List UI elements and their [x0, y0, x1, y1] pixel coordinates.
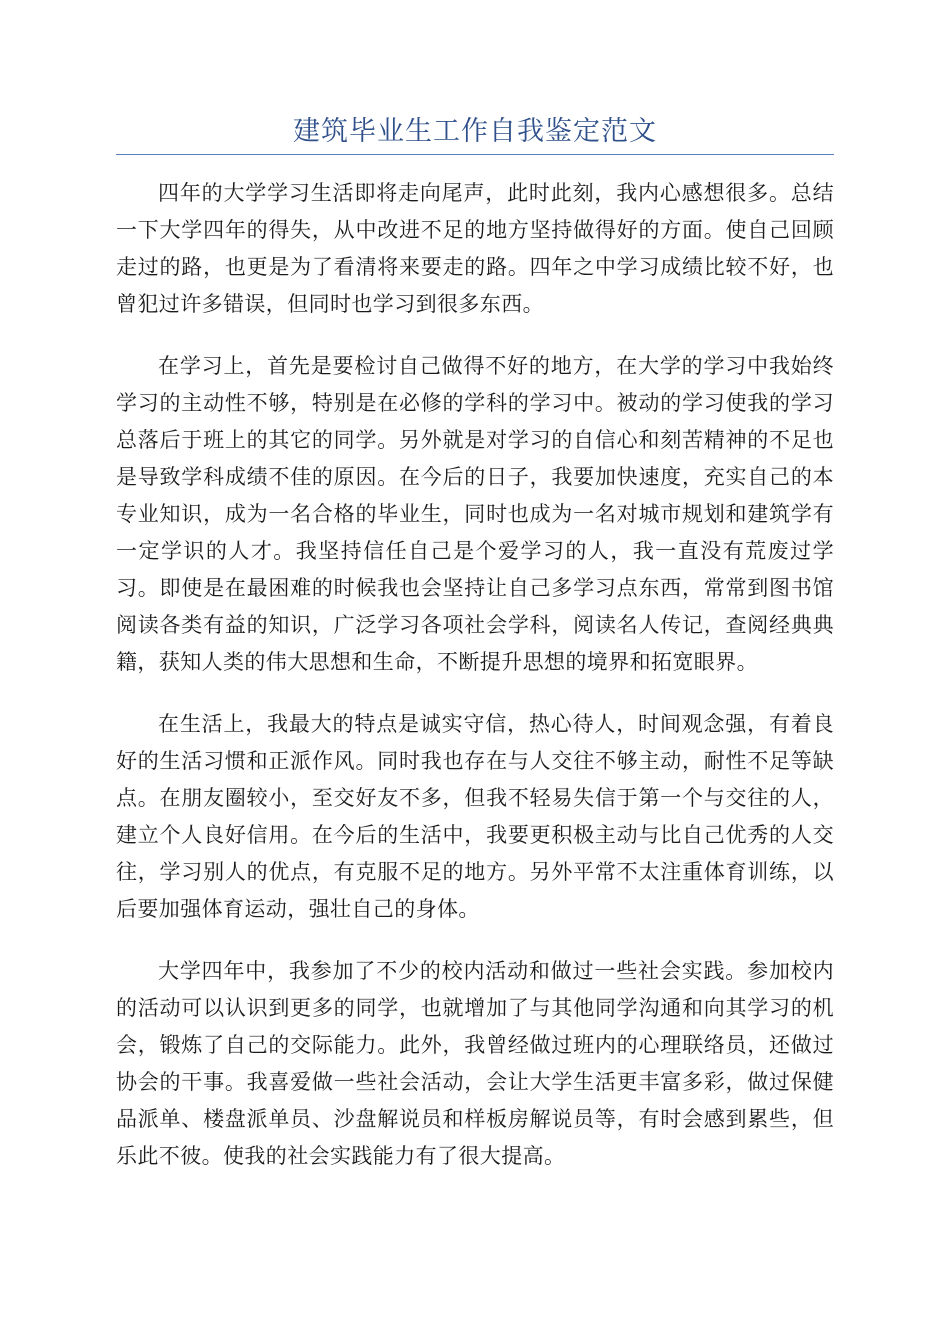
paragraph-1: 四年的大学学习生活即将走向尾声，此时此刻，我内心感想很多。总结一下大学四年的得失，从中改进不足的地方坚持做得好的方面。使自己回顾走过的路，也更是为了看清将来要走的路。四年之中学习成绩比较不好，也曾犯过许多错误，但同时也学习到很多东西。 — [116, 181, 834, 316]
document-body — [116, 175, 834, 1200]
paragraph-4: 大学四年中，我参加了不少的校内活动和做过一些社会实践。参加校内的活动可以认识到更多的同学，也就增加了与其他同学沟通和向其学习的机会，锻炼了自己的交际能力。此外，我曾经做过班内的心理联络员，还做过协会的干事。我喜爱做一些社会活动，会让大学生活更丰富多彩，做过保健品派单、楼盘派单员、沙盘解说员和样板房解说员等，有时会感到累些，但乐此不彼。使我的社会实践能力有了很大提高。 — [116, 959, 834, 1168]
paragraph-2: 在学习上，首先是要检讨自己做得不好的地方，在大学的学习中我始终学习的主动性不够，特别是在必修的学科的学习中。被动的学习使我的学习总落后于班上的其它的同学。另外就是对学习的自信心和刻苦精神的不足也是导致学科成绩不佳的原因。在今后的日子，我要加快速度，充实自己的本专业知识，成为一名合格的毕业生，同时也成为一名对城市规划和建筑学有一定学识的人才。我坚持信任自己是个爱学习的人，我一直没有荒废过学习。即使是在最困难的时候我也会坚持让自己多学习点东西，常常到图书馆阅读各类有益的知识，广泛学习各项社会学科，阅读名人传记，查阅经典典籍，获知人类的伟大思想和生命，不断提升思想的境界和拓宽眼界。 — [116, 354, 834, 674]
document-title: 建筑毕业生工作自我鉴定范文 — [293, 116, 657, 147]
paragraph-3: 在生活上，我最大的特点是诚实守信，热心待人，时间观念强，有着良好的生活习惯和正派作风。同时我也存在与人交往不够主动，耐性不足等缺点。在朋友圈较小，至交好友不多，但我不轻易失信于第一个与交往的人，建立个人良好信用。在今后的生活中，我要更积极主动与比自己优秀的人交往，学习别人的优点，有克服不足的地方。另外平常不太注重体育训练，以后要加强体育运动，强壮自己的身体。 — [116, 712, 834, 921]
title-underline — [116, 154, 834, 155]
